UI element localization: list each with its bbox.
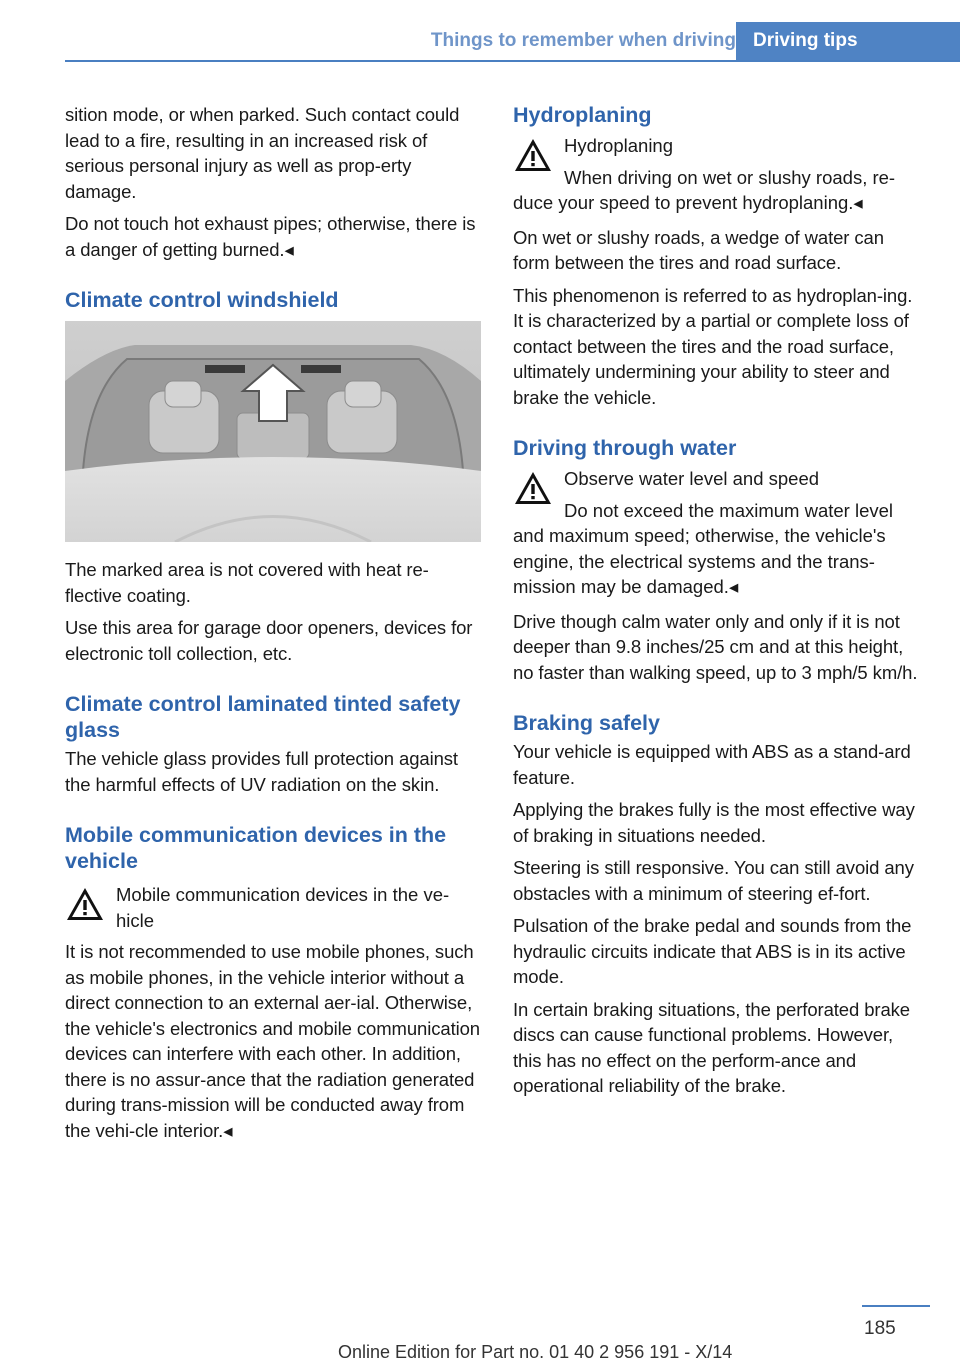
warning-text-continued: and maximum speed; otherwise, the vehicle's engine, the electrical systems and the trans-mission may be damaged.◂ <box>513 525 886 597</box>
page-number: 185 <box>864 1318 896 1339</box>
warning-box <box>65 882 481 933</box>
heading-braking-safely: Braking safely <box>513 711 660 735</box>
heading-driving-through-water: Driving through water <box>513 436 737 460</box>
page-header <box>65 0 960 62</box>
heading-windshield: Climate control windshield <box>65 288 339 312</box>
paragraph: sition mode, or when parked. Such contact could lead to a fire, resulting in an increased risk of serious personal injury as well as prop-erty damage. <box>65 104 460 202</box>
edition-note: Online Edition for Part no. 01 40 2 956 191 - X/14 <box>338 1342 733 1362</box>
paragraph: Use this area for garage door openers, devices for electronic toll collection, etc. <box>65 617 473 664</box>
right-column <box>513 102 923 1106</box>
warning-triangle-icon <box>513 137 553 173</box>
paragraph: Do not touch hot exhaust pipes; otherwise, there is a danger of getting burned.◂ <box>65 213 476 260</box>
paragraph: The marked area is not covered with heat re-flective coating. <box>65 559 429 606</box>
paragraph: In certain braking situations, the perforated brake discs can cause functional problems. However, this has no effect on the perform-ance and operational reliability of the brake. <box>513 998 910 1096</box>
paragraph: The vehicle glass provides full protection against the harmful effects of UV radiation on the skin. <box>65 748 458 795</box>
warning-text-continued: duce your speed to prevent hydroplaning.◂ <box>513 192 863 213</box>
paragraph: Drive though calm water only and only if it is not deeper than 9.8 inches/25 cm and at this height, no faster than walking speed, up to 3 mph/5 km/h. <box>513 610 918 683</box>
section-title: Things to remember when driving <box>430 30 736 51</box>
heading-safety-glass: Climate control laminated tinted safety glass <box>65 692 461 742</box>
warning-text: Do not exceed the maximum water level <box>564 499 894 521</box>
warning-triangle-icon <box>513 470 553 506</box>
paragraph: Your vehicle is equipped with ABS as a stand-ard feature. <box>513 741 911 788</box>
windshield-illustration <box>65 321 481 542</box>
heading-mobile-devices: Mobile communication devices in the vehicle <box>65 823 447 873</box>
warning-box <box>513 466 923 523</box>
warning-triangle-icon <box>65 886 105 922</box>
paragraph: It is not recommended to use mobile phones, such as mobile phones, in the vehicle interior without a direct connection to an external aer-ial. Otherwise, the vehicle's electronics and mobile communication devices can interfere with each other. In addition, there is no assur-ance that the radiation generated during trans-mission will be conducted away from the vehi-cle interior.◂ <box>65 941 480 1141</box>
left-column <box>65 102 481 1150</box>
warning-title: Observe water level and speed <box>564 468 820 489</box>
chapter-tab: Driving tips <box>736 22 960 62</box>
heading-hydroplaning: Hydroplaning <box>513 103 652 127</box>
footer-rule <box>862 1305 930 1307</box>
paragraph: Applying the brakes fully is the most effective way of braking in situations needed. <box>513 799 915 846</box>
warning-text: When driving on wet or slushy roads, re- <box>564 166 896 188</box>
warning-box <box>513 133 923 190</box>
paragraph: Steering is still responsive. You can still avoid any obstacles with a minimum of steering ef-fort. <box>513 857 914 904</box>
paragraph: On wet or slushy roads, a wedge of water can form between the tires and road surface. <box>513 226 884 273</box>
paragraph: This phenomenon is referred to as hydroplan-ing. It is characterized by a partial or complete loss of contact between the tires and the road surface, ultimately undermining your ability to steer and brake the vehicle. <box>513 284 913 408</box>
paragraph: Pulsation of the brake pedal and sounds from the hydraulic circuits indicate that ABS is in its active mode. <box>513 915 912 987</box>
header-rule <box>65 60 960 62</box>
warning-title: Mobile communication devices in the ve-hicle <box>116 884 450 931</box>
warning-title: Hydroplaning <box>564 135 674 156</box>
